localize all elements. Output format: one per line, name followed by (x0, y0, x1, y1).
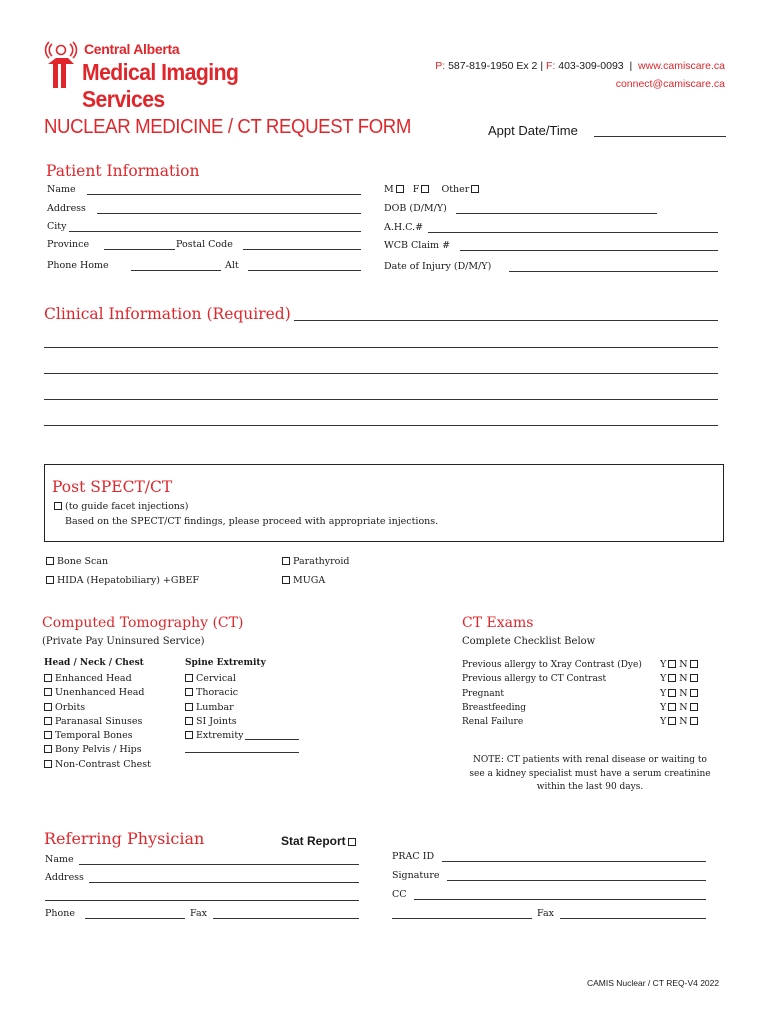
form-title: NUCLEAR MEDICINE / CT REQUEST FORM (44, 116, 411, 138)
cc-field[interactable] (414, 899, 706, 900)
yes-checkbox[interactable] (668, 689, 676, 697)
ct-exams-title: CT Exams (462, 615, 534, 631)
sex-other-checkbox[interactable] (471, 185, 479, 193)
prac-id-field[interactable] (442, 861, 706, 862)
ct-section-title: Computed Tomography (CT) (42, 615, 244, 631)
clinical-line-1[interactable] (44, 347, 718, 348)
ct-private-note: (Private Pay Uninsured Service) (42, 636, 205, 647)
fax-number: 403-309-0093 (558, 60, 624, 72)
ct-checkbox[interactable] (44, 674, 52, 682)
checklist-item: Pregnant (462, 688, 505, 699)
logo-top-text: Central Alberta (84, 41, 180, 57)
referring-section-title: Referring Physician (44, 829, 205, 848)
yes-label: Y (660, 659, 667, 670)
clinical-line-0[interactable] (294, 320, 718, 321)
no-checkbox[interactable] (690, 660, 698, 668)
yes-label: Y (660, 701, 667, 713)
postal-label: Postal Code (176, 239, 233, 250)
note-line: NOTE: CT patients with renal disease or waiting to (473, 755, 707, 765)
no-checkbox[interactable] (690, 717, 698, 725)
ref-address-field[interactable] (89, 882, 359, 883)
ct-checkbox[interactable] (44, 688, 52, 696)
stat-report-label: Stat Report (281, 834, 346, 848)
yes-checkbox[interactable] (668, 674, 676, 682)
bone-scan-checkbox[interactable] (46, 557, 54, 565)
ct-option-label: SI Joints (196, 715, 237, 727)
logo-main-text: Medical Imaging Services (82, 59, 239, 112)
ct-option-chest (42, 758, 151, 772)
no-label: N (679, 659, 688, 670)
patient-name-field[interactable] (87, 194, 361, 195)
patient-address-field[interactable] (97, 213, 361, 214)
dob-label: DOB (D/M/Y) (384, 203, 447, 214)
phone-home-label: Phone Home (47, 260, 109, 271)
yes-checkbox[interactable] (668, 660, 676, 668)
logo-mark-icon (44, 40, 80, 92)
patient-phone-home-field[interactable] (131, 270, 221, 271)
ct-checkbox[interactable] (185, 688, 193, 696)
ref-phone-field[interactable] (85, 918, 185, 919)
ct-option-sinuses (42, 715, 151, 729)
ct-option-extremity (183, 729, 244, 743)
city-label: City (47, 221, 67, 232)
dob-field[interactable] (456, 213, 657, 214)
ct-exams-subtitle: Complete Checklist Below (462, 636, 596, 647)
no-label: N (679, 716, 688, 728)
spect-based-text: Based on the SPECT/CT findings, please proceed with appropriate injections. (65, 516, 439, 527)
ct-option-thoracic (183, 686, 244, 700)
ct-checkbox[interactable] (44, 731, 52, 739)
yes-label: Y (660, 687, 667, 699)
ct-option-label: Unenhanced Head (55, 687, 145, 699)
checklist-item: Previous allergy to CT Contrast (462, 674, 607, 685)
ref-name-field[interactable] (79, 864, 359, 865)
yn-row (660, 672, 701, 686)
ref-fax-label: Fax (190, 908, 207, 919)
alt-phone-label: Alt (225, 260, 239, 271)
muga-option (280, 575, 325, 586)
separator: | (540, 60, 544, 72)
injury-date-label: Date of Injury (D/M/Y) (384, 261, 492, 272)
separator: | (629, 60, 633, 72)
ct-option-lumbar (183, 701, 244, 715)
checklist-item: Renal Failure (462, 717, 524, 728)
cc-label: CC (392, 889, 407, 900)
ct-checkbox[interactable] (44, 760, 52, 768)
ct-checklist (462, 658, 642, 729)
spine-heading: Spine Extremity (185, 658, 266, 668)
cc-phone-field[interactable] (392, 918, 532, 919)
spect-guide-option (52, 501, 189, 512)
phone-number: 587-819-1950 Ex 2 (448, 60, 538, 72)
sex-m-label: M (384, 184, 394, 195)
note-line: within the last 90 days. (536, 782, 644, 792)
ct-option-si (183, 715, 244, 729)
ct-option-label: Paranasal Sinuses (55, 715, 143, 727)
hida-option (44, 575, 199, 586)
hida-label: HIDA (Hepatobiliary) +GBEF (57, 575, 199, 586)
muga-checkbox[interactable] (282, 576, 290, 584)
hida-checkbox[interactable] (46, 576, 54, 584)
cc-fax-label: Fax (537, 908, 554, 919)
wcb-label: WCB Claim # (384, 240, 451, 251)
bone-scan-label: Bone Scan (57, 556, 109, 567)
ct-option-label: Cervical (196, 673, 236, 684)
yn-row (660, 701, 701, 715)
ct-option-label: Bony Pelvis / Hips (55, 744, 142, 756)
ct-option-pelvis (42, 743, 151, 757)
head-neck-heading: Head / Neck / Chest (44, 658, 144, 668)
wcb-field[interactable] (460, 250, 718, 251)
clinical-line-2[interactable] (44, 373, 718, 374)
ref-address-field-2[interactable] (45, 900, 359, 901)
head-neck-list (42, 672, 151, 772)
website-link[interactable]: www.camiscare.ca (638, 60, 725, 72)
ct-option-label: Non-Contrast Chest (55, 758, 151, 770)
cc-fax-field[interactable] (560, 918, 706, 919)
ct-checkbox[interactable] (185, 703, 193, 711)
ref-name-label: Name (45, 854, 74, 865)
sex-m-checkbox[interactable] (396, 185, 404, 193)
patient-province-field[interactable] (104, 249, 175, 250)
no-checkbox[interactable] (690, 703, 698, 711)
patient-section-title: Patient Information (46, 162, 200, 180)
ct-option-temporal (42, 729, 151, 743)
no-checkbox[interactable] (690, 689, 698, 697)
checklist-yn (660, 658, 701, 729)
ct-option-cervical (183, 672, 244, 686)
bone-scan-option (44, 556, 108, 567)
clinical-section-title: Clinical Information (Required) (44, 305, 291, 323)
patient-phone-alt-field[interactable] (248, 270, 361, 271)
ref-fax-field[interactable] (213, 918, 359, 919)
extremity-field[interactable] (245, 739, 299, 740)
ct-checkbox[interactable] (185, 674, 193, 682)
email-link[interactable]: connect@camiscare.ca (615, 78, 725, 90)
address-label: Address (47, 203, 86, 214)
sex-f-checkbox[interactable] (421, 185, 429, 193)
sex-options (384, 184, 482, 195)
ct-option-label: Thoracic (196, 687, 239, 699)
clinical-line-4[interactable] (44, 425, 718, 426)
stat-report-checkbox[interactable] (348, 838, 356, 846)
patient-postal-field[interactable] (243, 249, 361, 250)
ref-phone-label: Phone (45, 908, 75, 919)
signature-label: Signature (392, 870, 440, 881)
contact-line (435, 60, 725, 72)
ct-option-label: Temporal Bones (55, 730, 133, 742)
renal-note (460, 754, 720, 795)
appt-label: Appt Date/Time (488, 123, 578, 138)
yn-row (660, 658, 701, 672)
checklist-item: Breastfeeding (462, 702, 527, 713)
ahc-label: A.H.C.# (384, 222, 424, 233)
ct-option-label: Extremity (196, 730, 244, 742)
no-label: N (679, 687, 688, 699)
fax-label: F: (545, 60, 556, 72)
note-line: see a kidney specialist must have a serum creatinine (469, 768, 711, 779)
logo (44, 40, 304, 112)
yes-checkbox[interactable] (668, 717, 676, 725)
ct-option-unenhanced-head (42, 686, 151, 700)
injury-date-field[interactable] (509, 271, 718, 272)
spine-list (183, 672, 244, 743)
yes-checkbox[interactable] (668, 703, 676, 711)
appt-field[interactable] (594, 136, 726, 137)
form-code: CAMIS Nuclear / CT REQ-V4 2022 (587, 978, 720, 988)
yes-label: Y (660, 673, 667, 685)
ct-option-orbits (42, 701, 151, 715)
spect-title: Post SPECT/CT (52, 478, 173, 496)
patient-city-field[interactable] (69, 231, 361, 232)
ahc-field[interactable] (428, 232, 718, 233)
parathyroid-checkbox[interactable] (282, 557, 290, 565)
no-label: N (679, 673, 688, 685)
parathyroid-option (280, 556, 350, 567)
ref-address-label: Address (45, 872, 84, 883)
muga-label: MUGA (293, 575, 326, 586)
ct-checkbox[interactable] (185, 717, 193, 725)
phone-label: P: (435, 60, 446, 72)
spect-guide-checkbox[interactable] (54, 502, 62, 510)
sex-f-label: F (412, 184, 420, 195)
parathyroid-label: Parathyroid (293, 556, 350, 567)
no-label: N (679, 701, 688, 713)
ct-option-label: Orbits (55, 701, 86, 713)
name-label: Name (47, 184, 76, 195)
ct-checkbox[interactable] (44, 717, 52, 725)
yn-row (660, 687, 701, 701)
stat-report-option (281, 834, 359, 848)
ct-checkbox[interactable] (44, 745, 52, 753)
ct-checkbox[interactable] (185, 731, 193, 739)
no-checkbox[interactable] (690, 674, 698, 682)
yn-row (660, 715, 701, 729)
ct-option-enhanced-head (42, 672, 151, 686)
ct-option-label: Enhanced Head (55, 673, 132, 684)
yes-label: Y (660, 716, 667, 728)
sex-other-label: Other (441, 184, 470, 195)
signature-field[interactable] (447, 880, 706, 881)
checklist-item: Previous allergy to Xray Contrast (Dye) (462, 660, 642, 670)
ct-option-label: Lumbar (196, 701, 234, 713)
clinical-line-3[interactable] (44, 399, 718, 400)
extremity-field-2[interactable] (185, 752, 299, 753)
spect-guide-label: (to guide facet injections) (65, 501, 189, 512)
province-label: Province (47, 239, 90, 250)
ct-checkbox[interactable] (44, 703, 52, 711)
prac-id-label: PRAC ID (392, 851, 435, 862)
